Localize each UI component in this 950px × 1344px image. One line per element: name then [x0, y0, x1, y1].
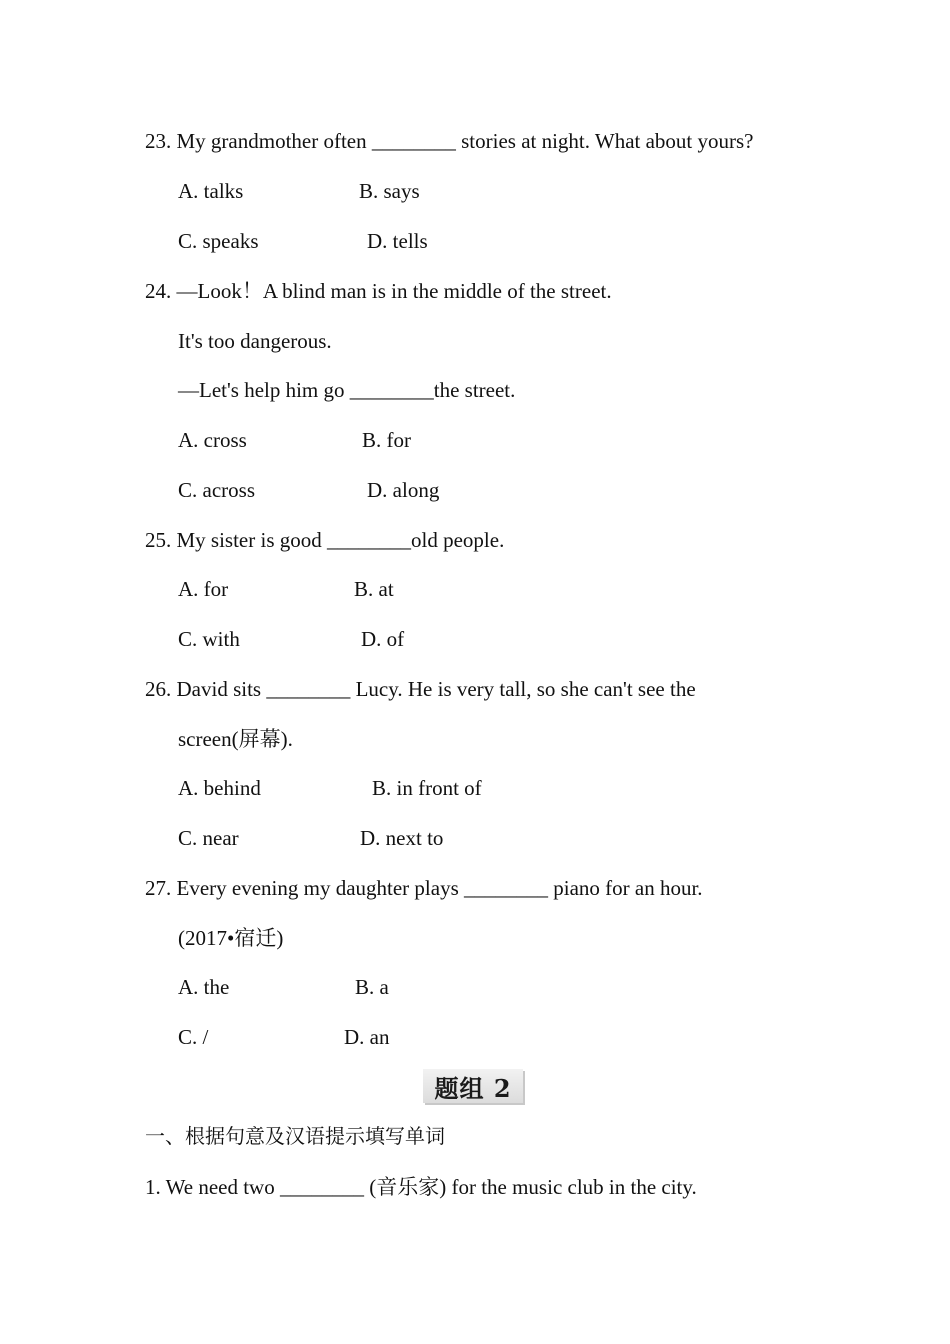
question-27-option-b: B. a [355, 975, 389, 999]
question-25-option-d: D. of [361, 627, 405, 651]
fill-in-question-1: 1. We need two ________ (音乐家) for the music club in the city. [145, 1175, 697, 1199]
question-24-option-b: B. for [362, 428, 411, 452]
question-27-option-c: C. / [178, 1025, 209, 1049]
question-27-stem: 27. Every evening my daughter plays ________ piano for an hour. [145, 876, 703, 900]
question-23-option-a: A. talks [178, 179, 244, 203]
question-25-option-c: C. with [178, 627, 240, 651]
question-24-stem-line-3: —Let's help him go ________the street. [178, 378, 516, 402]
section-heading: 一、根据句意及汉语提示填写单词 [145, 1124, 445, 1148]
question-27-option-a: A. the [178, 975, 230, 999]
question-23-stem: 23. My grandmother often ________ stories at night. What about yours? [145, 129, 754, 153]
question-26-stem-line-2: screen(屏幕). [178, 727, 293, 751]
question-23-option-c: C. speaks [178, 229, 259, 253]
question-24-stem: 24. —Look！A blind man is in the middle of the street. [145, 279, 612, 303]
section-badge: 题组 2 [423, 1069, 523, 1103]
question-24-option-c: C. across [178, 478, 255, 502]
question-23-option-d: D. tells [367, 229, 428, 253]
question-26-option-c: C. near [178, 826, 239, 850]
question-27-stem-line-2: (2017•宿迁) [178, 926, 284, 950]
question-24-stem-line-2: It's too dangerous. [178, 329, 332, 353]
question-24-option-d: D. along [367, 478, 440, 502]
question-26-option-b: B. in front of [372, 776, 482, 800]
question-26-option-d: D. next to [360, 826, 444, 850]
question-26-stem: 26. David sits ________ Lucy. He is very tall, so she can't see the [145, 677, 696, 701]
question-25-stem: 25. My sister is good ________old people. [145, 528, 505, 552]
question-23-option-b: B. says [359, 179, 420, 203]
question-26-option-a: A. behind [178, 776, 261, 800]
question-25-option-b: B. at [354, 577, 394, 601]
question-24-option-a: A. cross [178, 428, 247, 452]
question-27-option-d: D. an [344, 1025, 390, 1049]
question-25-option-a: A. for [178, 577, 229, 601]
